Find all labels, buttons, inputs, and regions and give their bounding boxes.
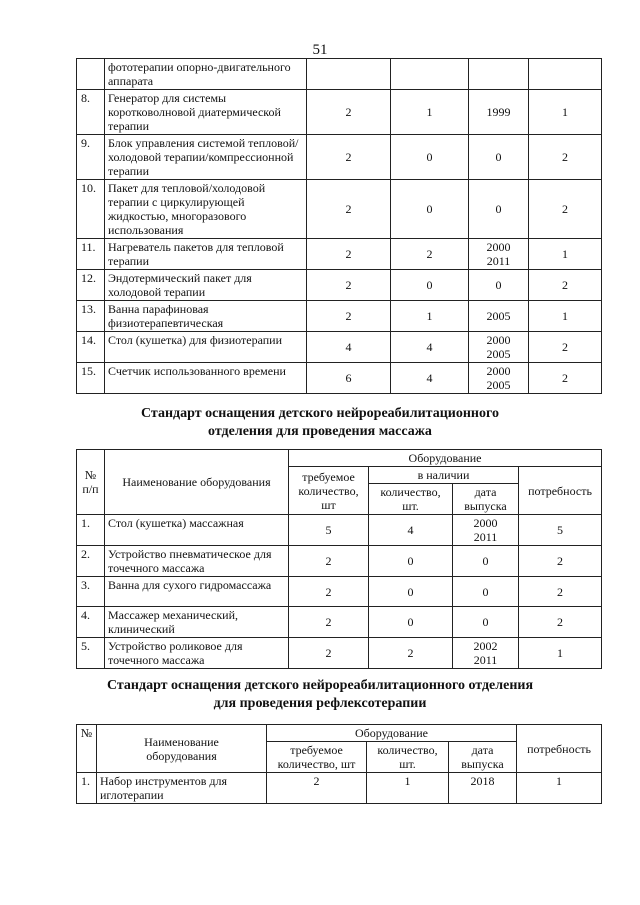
required-quantity: 6 [307,363,391,394]
row-number: 1. [77,515,105,546]
release-year: 2005 [469,301,529,332]
equipment-name: Устройство роликовое для точечного массажа [105,638,289,669]
need-quantity: 2 [529,270,602,301]
table-row [77,59,602,90]
required-quantity: 2 [289,546,369,577]
equipment-name: фототерапии опорно-двигательного аппарата [105,59,307,90]
available-quantity: 0 [369,607,453,638]
equipment-name: Стол (кушетка) массажная [105,515,289,546]
release-year: 0 [469,135,529,180]
need-quantity [529,59,602,90]
required-quantity: 2 [289,607,369,638]
need-quantity: 1 [517,773,602,804]
row-number: 14. [77,332,105,363]
equipment-name: Устройство пневматическое для точечного массажа [105,546,289,577]
table-row [77,363,602,394]
row-number: 9. [77,135,105,180]
row-number: 1. [77,773,97,804]
table-row [77,301,602,332]
release-year: 2000 2011 [469,239,529,270]
need-quantity: 2 [529,332,602,363]
header-year: дата выпуска [449,742,517,773]
massage-title-line2: отделения для проведения массажа [208,424,432,439]
release-year: 2000 2005 [469,332,529,363]
table-row [77,90,602,135]
header-year: дата выпуска [453,484,519,515]
required-quantity: 2 [307,90,391,135]
massage-title-line1: Стандарт оснащения детского нейрореабилитационного [140,406,499,421]
need-quantity: 2 [519,577,602,607]
available-quantity: 1 [367,773,449,804]
header-name: Наименование оборудования [97,725,267,773]
need-quantity: 2 [519,607,602,638]
equipment-name: Эндотермический пакет для холодовой терапии [105,270,307,301]
required-quantity: 2 [307,270,391,301]
row-number: 12. [77,270,105,301]
row-number: 2. [77,546,105,577]
table-row [77,180,602,239]
equipment-name: Ванна для сухого гидромассажа [105,577,289,607]
release-year: 1999 [469,90,529,135]
required-quantity: 2 [289,577,369,607]
header-num: № п/п [77,450,105,515]
need-quantity: 1 [519,638,602,669]
required-quantity: 2 [267,773,367,804]
release-year: 0 [453,607,519,638]
need-quantity: 5 [519,515,602,546]
available-quantity: 4 [369,515,453,546]
available-quantity: 2 [369,638,453,669]
header-equipment: Оборудование [267,725,517,742]
available-quantity: 4 [391,332,469,363]
release-year: 2002 2011 [453,638,519,669]
equipment-name: Счетчик использованного времени [105,363,307,394]
massage-section-title [0,405,640,441]
required-quantity: 2 [307,301,391,332]
row-number: 4. [77,607,105,638]
table-row [77,332,602,363]
header-available-group: в наличии [369,467,519,484]
release-year: 0 [453,577,519,607]
required-quantity: 2 [289,638,369,669]
release-year: 0 [469,180,529,239]
header-required: требуемое количество, шт [267,742,367,773]
available-quantity: 0 [391,180,469,239]
row-number: 10. [77,180,105,239]
header-equipment: Оборудование [289,450,602,467]
available-quantity [391,59,469,90]
table-row [77,773,602,804]
row-number: 13. [77,301,105,332]
need-quantity: 2 [529,180,602,239]
required-quantity: 4 [307,332,391,363]
header-num: № [77,725,97,773]
release-year: 2000 2011 [453,515,519,546]
required-quantity: 2 [307,135,391,180]
equipment-name: Нагреватель пакетов для тепловой терапии [105,239,307,270]
reflexotherapy-section-title [0,677,640,713]
reflexotherapy-title-line1: Стандарт оснащения детского нейрореабилитационного отделения [106,678,534,693]
reflexotherapy-equipment-table [76,724,602,804]
header-quantity: количество, шт. [367,742,449,773]
row-number [77,59,105,90]
table-row [77,239,602,270]
available-quantity: 0 [391,270,469,301]
need-quantity: 2 [529,135,602,180]
table-row [77,577,602,607]
table-row [77,515,602,546]
equipment-name: Набор инструментов для иглотерапии [97,773,267,804]
row-number: 8. [77,90,105,135]
available-quantity: 0 [391,135,469,180]
required-quantity: 2 [307,180,391,239]
release-year [469,59,529,90]
required-quantity [307,59,391,90]
available-quantity: 1 [391,301,469,332]
available-quantity: 1 [391,90,469,135]
reflexotherapy-title-line2: для проведения рефлексотерапии [213,696,427,711]
header-name: Наименование оборудования [105,450,289,515]
equipment-name: Стол (кушетка) для физиотерапии [105,332,307,363]
release-year: 0 [453,546,519,577]
physiotherapy-equipment-table [76,58,602,394]
row-number: 11. [77,239,105,270]
required-quantity: 2 [307,239,391,270]
need-quantity: 2 [529,363,602,394]
table-row [77,638,602,669]
row-number: 3. [77,577,105,607]
massage-equipment-table [76,449,602,669]
available-quantity: 4 [391,363,469,394]
header-required: требуемое количество, шт [289,467,369,515]
equipment-name: Генератор для системы коротковолновой диатермической терапии [105,90,307,135]
release-year: 0 [469,270,529,301]
need-quantity: 2 [519,546,602,577]
release-year: 2000 2005 [469,363,529,394]
table-row [77,607,602,638]
table-row [77,135,602,180]
available-quantity: 2 [391,239,469,270]
header-quantity: количество, шт. [369,484,453,515]
release-year: 2018 [449,773,517,804]
page-number: 51 [312,42,328,58]
available-quantity: 0 [369,577,453,607]
equipment-name: Блок управления системой тепловой/холодовой терапии/компрессионной терапии [105,135,307,180]
header-need: потребность [519,467,602,515]
need-quantity: 1 [529,239,602,270]
row-number: 5. [77,638,105,669]
available-quantity: 0 [369,546,453,577]
table-row [77,270,602,301]
equipment-name: Ванна парафиновая физиотерапевтическая [105,301,307,332]
header-need: потребность [517,725,602,773]
row-number: 15. [77,363,105,394]
table-row [77,546,602,577]
equipment-name: Пакет для тепловой/холодовой терапии с циркулирующей жидкостью, многоразового использования [105,180,307,239]
need-quantity: 1 [529,301,602,332]
equipment-name: Массажер механический, клинический [105,607,289,638]
required-quantity: 5 [289,515,369,546]
need-quantity: 1 [529,90,602,135]
